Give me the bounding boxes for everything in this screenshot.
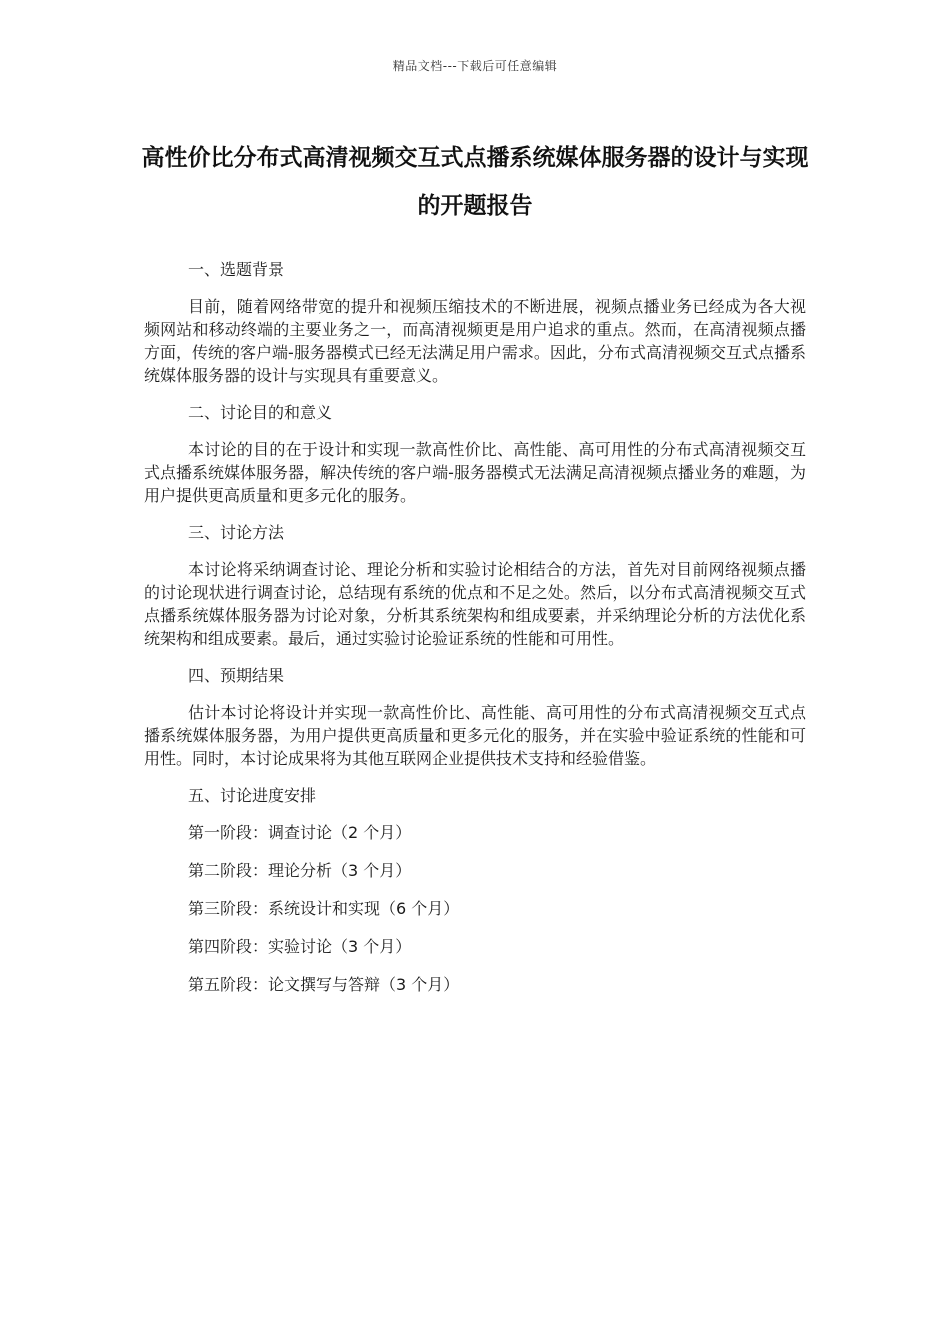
schedule-item: 第一阶段：调查讨论（2 个月）	[188, 823, 412, 842]
document-body	[144, 258, 806, 1011]
header-note: 精品文档---下载后可任意编辑	[392, 59, 558, 73]
section-heading-method: 三、讨论方法	[188, 523, 285, 542]
schedule-item: 第四阶段：实验讨论（3 个月）	[188, 937, 412, 956]
schedule-item: 第二阶段：理论分析（3 个月）	[188, 861, 412, 880]
schedule-item: 第三阶段：系统设计和实现（6 个月）	[188, 899, 460, 918]
schedule-item: 第五阶段：论文撰写与答辩（3 个月）	[188, 975, 460, 994]
section-heading-background: 一、选题背景	[188, 260, 285, 279]
section-paragraph-background: 目前，随着网络带宽的提升和视频压缩技术的不断进展，视频点播业务已经成为各大视频网站和移动终端的主要业务之一，而高清视频更是用户追求的重点。然而，在高清视频点播方面，传统的客户端-服务器模式已经无法满足用户需求。因此，分布式高清视频交互式点播系统媒体服务器的设计与实现具有重要意义。	[144, 297, 806, 385]
section-paragraph-method: 本讨论将采纳调查讨论、理论分析和实验讨论相结合的方法，首先对目前网络视频点播的讨论现状进行调查讨论，总结现有系统的优点和不足之处。然后，以分布式高清视频交互式点播系统媒体服务器为讨论对象，分析其系统架构和组成要素，并采纳理论分析的方法优化系统架构和组成要素。最后，通过实验讨论验证系统的性能和可用性。	[144, 560, 806, 648]
section-paragraph-purpose: 本讨论的目的在于设计和实现一款高性价比、高性能、高可用性的分布式高清视频交互式点播系统媒体服务器，解决传统的客户端-服务器模式无法满足高清视频点播业务的难题，为用户提供更高质量和更多元化的服务。	[144, 440, 806, 505]
section-heading-purpose: 二、讨论目的和意义	[188, 403, 333, 422]
section-heading-schedule: 五、讨论进度安排	[188, 786, 317, 805]
document-title: 高性价比分布式高清视频交互式点播系统媒体服务器的设计与实现的开题报告	[141, 145, 809, 219]
section-heading-expected-results: 四、预期结果	[188, 666, 285, 685]
section-paragraph-expected-results: 估计本讨论将设计并实现一款高性价比、高性能、高可用性的分布式高清视频交互式点播系统媒体服务器，为用户提供更高质量和更多元化的服务，并在实验中验证系统的性能和可用性。同时，本讨论成果将为其他互联网企业提供技术支持和经验借鉴。	[144, 703, 806, 768]
